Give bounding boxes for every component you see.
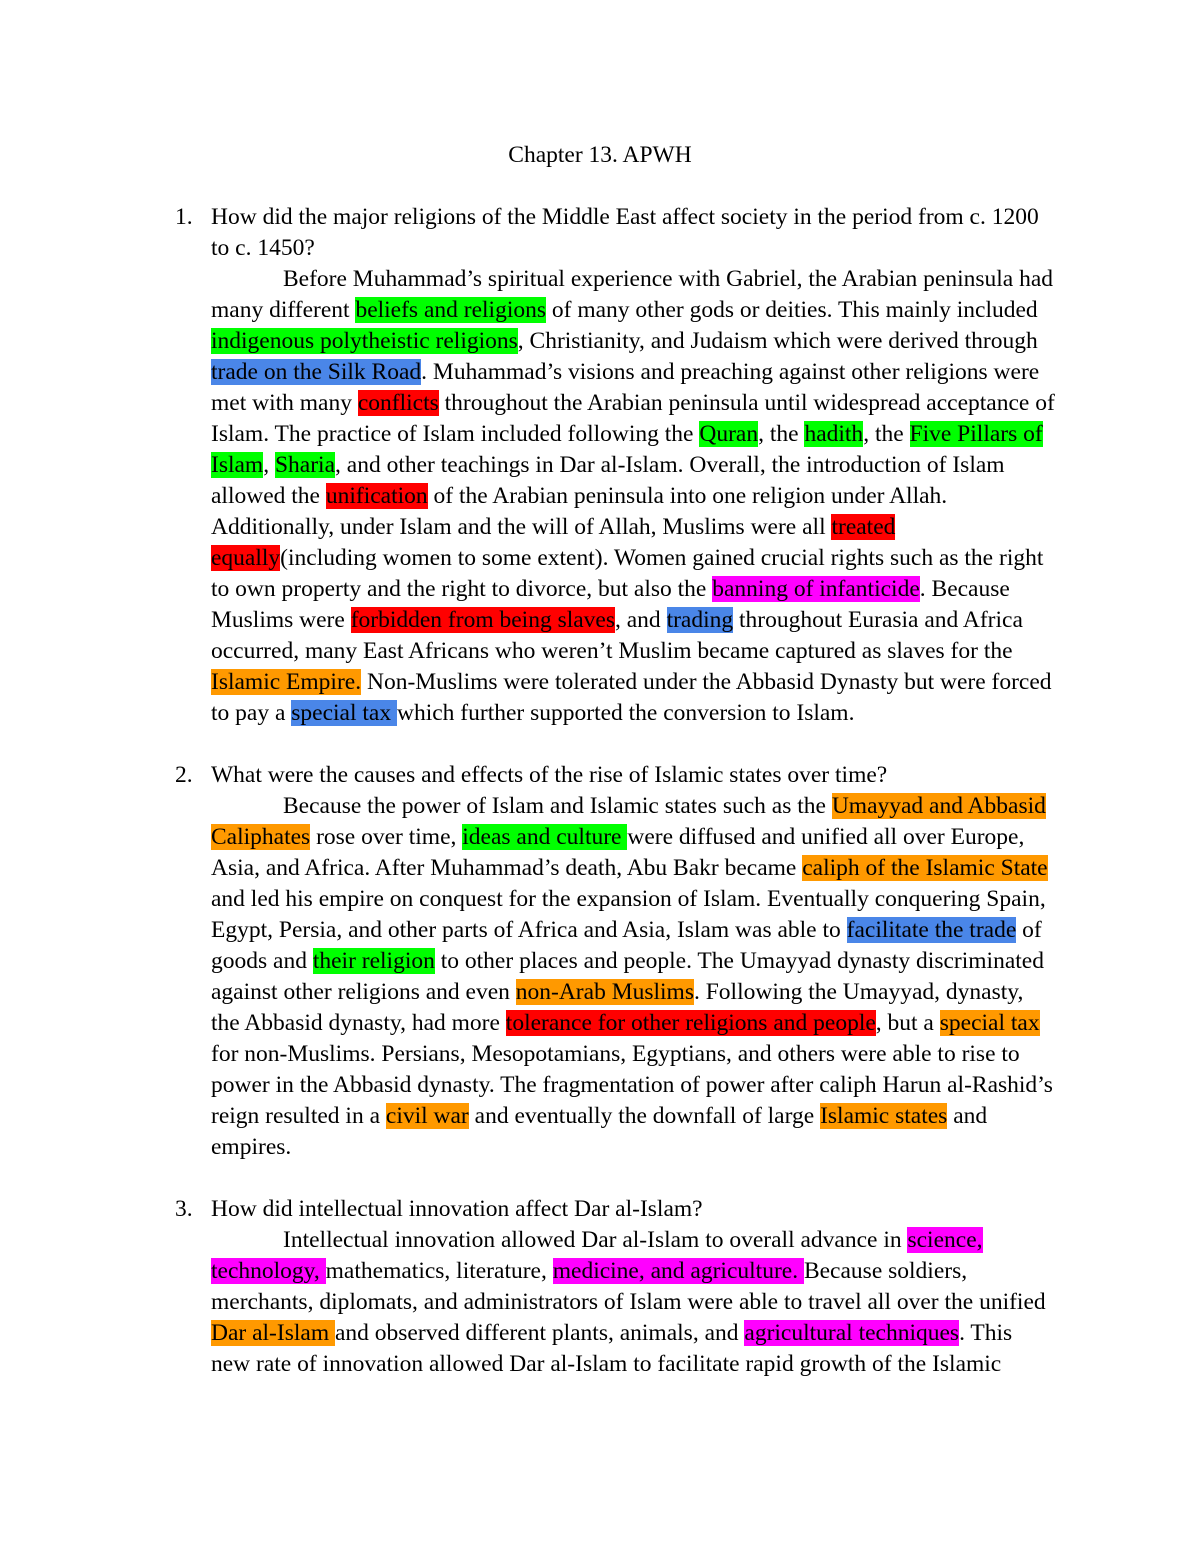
text-run: of many other gods or deities. This mainly included — [546, 297, 1038, 323]
highlighted-text-blue: special tax — [291, 700, 397, 726]
text-run: . This — [959, 1320, 1013, 1346]
answer-line — [211, 946, 1200, 977]
highlighted-text-blue: trade on the Silk Road — [211, 359, 422, 385]
text-run: of — [1016, 917, 1042, 943]
text-run: . Following the Umayyad, dynasty, — [693, 979, 1024, 1005]
highlighted-text-magenta: technology, — [211, 1258, 326, 1284]
highlighted-text-red: conflicts — [357, 390, 439, 416]
highlighted-text-red: tolerance for other religions and people — [505, 1010, 876, 1036]
text-run: , the — [758, 421, 805, 447]
text-run: were diffused and unified all over Europe, — [627, 824, 1025, 850]
highlighted-text-orange: Umayyad and Abbasid — [831, 793, 1046, 819]
text-run: and led his empire on conquest for the expansion of Islam. Eventually conquering Spain, — [211, 886, 1046, 912]
highlighted-text-green: indigenous polytheistic religions — [211, 328, 518, 354]
highlighted-text-magenta: banning of infanticide — [712, 576, 920, 602]
text-run: , — [263, 452, 275, 478]
answer-line — [211, 1101, 1200, 1132]
text-run: and observed different plants, animals, and — [334, 1320, 745, 1346]
answer-line — [211, 822, 1200, 853]
text-run: to own property and the right to divorce, but also the — [211, 576, 713, 602]
highlighted-text-red: equally — [211, 545, 281, 571]
highlighted-text-orange: special tax — [939, 1010, 1040, 1036]
text-run: Asia, and Africa. After Muhammad’s death, Abu Bakr became — [211, 855, 803, 881]
text-run: . Because — [919, 576, 1010, 602]
text-run: to pay a — [211, 700, 292, 726]
text-run: and — [947, 1103, 988, 1129]
answer-paragraph — [211, 264, 1200, 729]
text-run: allowed the — [211, 483, 326, 509]
highlighted-text-orange: Islamic states — [820, 1103, 948, 1129]
highlighted-text-red: treated — [831, 514, 896, 540]
text-run: reign resulted in a — [211, 1103, 386, 1129]
answer-paragraph — [211, 1225, 1200, 1380]
answer-line — [211, 1349, 1200, 1380]
answer-line — [211, 1132, 1200, 1163]
text-run: Muslims were — [211, 607, 351, 633]
answer-line — [211, 1287, 1200, 1318]
text-run: throughout Eurasia and Africa — [733, 607, 1023, 633]
text-run: mathematics, literature, — [325, 1258, 553, 1284]
text-run: against other religions and even — [211, 979, 516, 1005]
text-run: goods and — [211, 948, 313, 974]
text-run: , the — [863, 421, 910, 447]
text-run: rose over time, — [310, 824, 463, 850]
document-title: Chapter 13. APWH — [508, 142, 692, 168]
question — [211, 760, 1200, 791]
answer-line — [211, 977, 1200, 1008]
highlighted-text-green: hadith — [804, 421, 864, 447]
text-run: and eventually the downfall of large — [468, 1103, 821, 1129]
answer-line — [211, 667, 1200, 698]
text-run: throughout the Arabian peninsula until widespread acceptance of — [438, 390, 1055, 416]
list-item-2 — [0, 760, 1200, 1163]
answer-line — [211, 264, 1200, 295]
highlighted-text-orange: non-Arab Muslims — [515, 979, 694, 1005]
list-number: 1. — [175, 204, 193, 230]
question-line — [211, 760, 1200, 791]
highlighted-text-blue: facilitate the trade — [846, 917, 1017, 943]
text-run: , Christianity, and Judaism which were derived through — [517, 328, 1038, 354]
answer-paragraph — [211, 791, 1200, 1163]
answer-line — [211, 1070, 1200, 1101]
text-run: , but a — [875, 1010, 940, 1036]
text-run: met with many — [211, 390, 358, 416]
text-run: . Muhammad’s visions and preaching against other religions were — [421, 359, 1040, 385]
text-run: Intellectual innovation allowed Dar al-Islam to overall advance in — [283, 1227, 908, 1253]
answer-line — [211, 543, 1200, 574]
answer-line — [211, 1318, 1200, 1349]
answer-line — [211, 1039, 1200, 1070]
highlighted-text-magenta: science, — [907, 1227, 983, 1253]
text-run: How did intellectual innovation affect Dar al-Islam? — [211, 1196, 703, 1222]
text-run: new rate of innovation allowed Dar al-Islam to facilitate rapid growth of the Islamic — [211, 1351, 1002, 1377]
highlighted-text-magenta: medicine, and agriculture. — [552, 1258, 804, 1284]
text-run: Because soldiers, — [803, 1258, 968, 1284]
answer-line — [211, 574, 1200, 605]
text-run: What were the causes and effects of the rise of Islamic states over time? — [211, 762, 888, 788]
text-run: which further supported the conversion to Islam. — [396, 700, 855, 726]
text-run: Additionally, under Islam and the will of Allah, Muslims were all — [211, 514, 832, 540]
list-item-1 — [0, 202, 1200, 729]
highlighted-text-orange: Dar al-Islam — [211, 1320, 335, 1346]
text-run: power in the Abbasid dynasty. The fragmentation of power after caliph Harun al-Rashid’s — [211, 1072, 1053, 1098]
answer-line — [211, 512, 1200, 543]
highlighted-text-green: ideas and culture — [462, 824, 628, 850]
answer-line — [211, 698, 1200, 729]
text-run: , and — [615, 607, 667, 633]
highlighted-text-green: Quran — [699, 421, 759, 447]
list-number: 3. — [175, 1196, 193, 1222]
answer-line — [211, 636, 1200, 667]
text-run: of the Arabian peninsula into one religion under Allah. — [427, 483, 948, 509]
question-line — [211, 233, 1200, 264]
text-run: (including women to some extent). Women gained crucial rights such as the right — [280, 545, 1044, 571]
answer-line — [211, 388, 1200, 419]
highlighted-text-blue: trading — [666, 607, 734, 633]
question-line — [211, 1194, 1200, 1225]
answer-line — [211, 1008, 1200, 1039]
answer-line — [211, 1225, 1200, 1256]
answer-line — [211, 884, 1200, 915]
highlighted-text-red: unification — [325, 483, 428, 509]
text-run: to other places and people. The Umayyad dynasty discriminated — [434, 948, 1044, 974]
answer-line — [211, 481, 1200, 512]
answer-line — [211, 295, 1200, 326]
text-run: , and other teachings in Dar al-Islam. Overall, the introduction of Islam — [335, 452, 1005, 478]
list-item-3 — [0, 1194, 1200, 1380]
highlighted-text-red: forbidden from being slaves — [350, 607, 615, 633]
text-run: Because the power of Islam and Islamic states such as the — [283, 793, 832, 819]
numbered-list — [0, 202, 1200, 1380]
text-run: How did the major religions of the Middle East affect society in the period from c. 1200 — [211, 204, 1039, 230]
text-run: Islam. The practice of Islam included following the — [211, 421, 700, 447]
highlighted-text-green: Five Pillars of — [909, 421, 1043, 447]
text-run: the Abbasid dynasty, had more — [211, 1010, 506, 1036]
answer-line — [211, 915, 1200, 946]
answer-line — [211, 791, 1200, 822]
text-run: merchants, diplomats, and administrators of Islam were able to travel all over the unified — [211, 1289, 1046, 1315]
text-run: for non-Muslims. Persians, Mesopotamians, Egyptians, and others were able to rise to — [211, 1041, 1020, 1067]
highlighted-text-green: Islam — [211, 452, 264, 478]
answer-line — [211, 450, 1200, 481]
list-number: 2. — [175, 762, 193, 788]
question — [211, 1194, 1200, 1225]
highlighted-text-orange: Caliphates — [211, 824, 311, 850]
answer-line — [211, 1256, 1200, 1287]
highlighted-text-green: their religion — [312, 948, 435, 974]
answer-line — [211, 357, 1200, 388]
answer-line — [211, 419, 1200, 450]
highlighted-text-green: Sharia — [274, 452, 336, 478]
highlighted-text-orange: civil war — [385, 1103, 469, 1129]
text-run: empires. — [211, 1134, 292, 1160]
text-run: to c. 1450? — [211, 235, 315, 261]
text-run: many different — [211, 297, 356, 323]
highlighted-text-orange: Islamic Empire. — [211, 669, 362, 695]
text-run: Before Muhammad’s spiritual experience with Gabriel, the Arabian peninsula had — [283, 266, 1054, 292]
text-run: Egypt, Persia, and other parts of Africa and Asia, Islam was able to — [211, 917, 847, 943]
highlighted-text-magenta: agricultural techniques — [744, 1320, 960, 1346]
question-line — [211, 202, 1200, 233]
question — [211, 202, 1200, 264]
answer-line — [211, 326, 1200, 357]
answer-line — [211, 605, 1200, 636]
text-run: Non-Muslims were tolerated under the Abbasid Dynasty but were forced — [361, 669, 1052, 695]
text-run: occurred, many East Africans who weren’t Muslim became captured as slaves for the — [211, 638, 1013, 664]
highlighted-text-green: beliefs and religions — [355, 297, 546, 323]
answer-line — [211, 853, 1200, 884]
highlighted-text-orange: caliph of the Islamic State — [802, 855, 1048, 881]
